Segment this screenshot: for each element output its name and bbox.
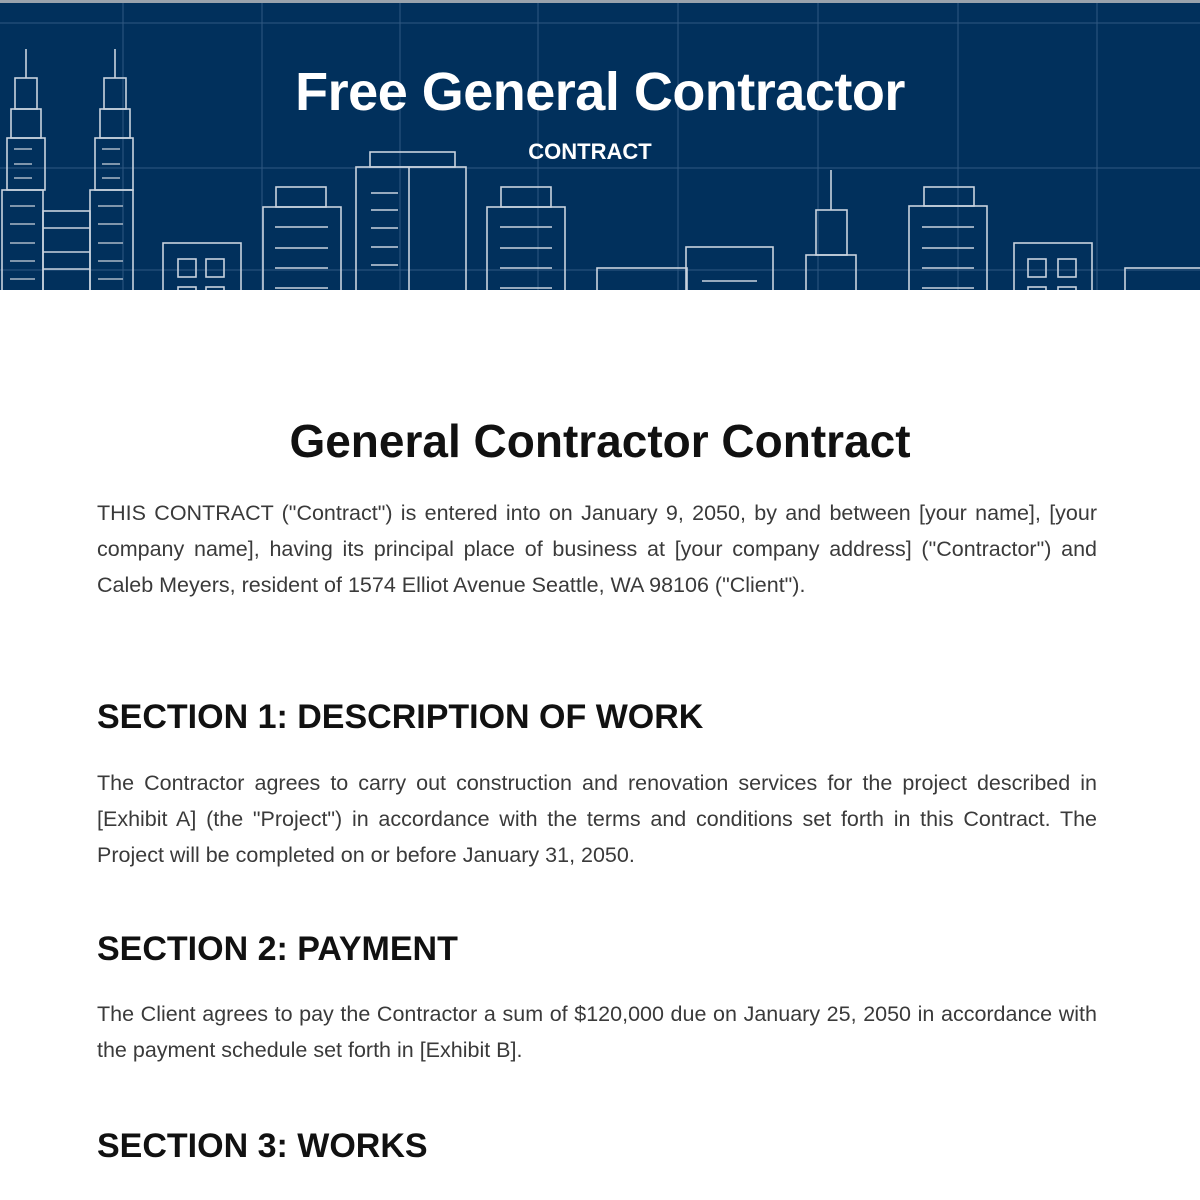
banner-subtitle: CONTRACT xyxy=(528,139,652,164)
document-title: General Contractor Contract xyxy=(289,415,911,467)
banner-title: Free General Contractor xyxy=(295,62,905,122)
section-3-heading: SECTION 3: WORKS xyxy=(97,1127,428,1165)
section-2-heading: SECTION 2: PAYMENT xyxy=(97,930,458,968)
section-1-body: The Contractor agrees to carry out construction and renovation services for the project described in [Exhibit A] (the "Project") in accordance with the terms and conditions set forth in this Contract. The Project will be completed on or before January 31, 2050. xyxy=(97,771,1097,867)
section-1-heading: SECTION 1: DESCRIPTION OF WORK xyxy=(97,698,704,736)
intro-paragraph: THIS CONTRACT ("Contract") is entered into on January 9, 2050, by and between [your name], [your company name], having its principal place of business at [your company address] ("Contractor") and Caleb Meyers, resident of 1574 Elliot Avenue Seattle, WA 98106 ("Client"). xyxy=(97,501,1097,597)
header-banner xyxy=(0,0,1200,290)
section-2-body: The Client agrees to pay the Contractor a sum of $120,000 due on January 25, 2050 in accordance with the payment schedule set forth in [Exhibit B]. xyxy=(97,1002,1097,1062)
